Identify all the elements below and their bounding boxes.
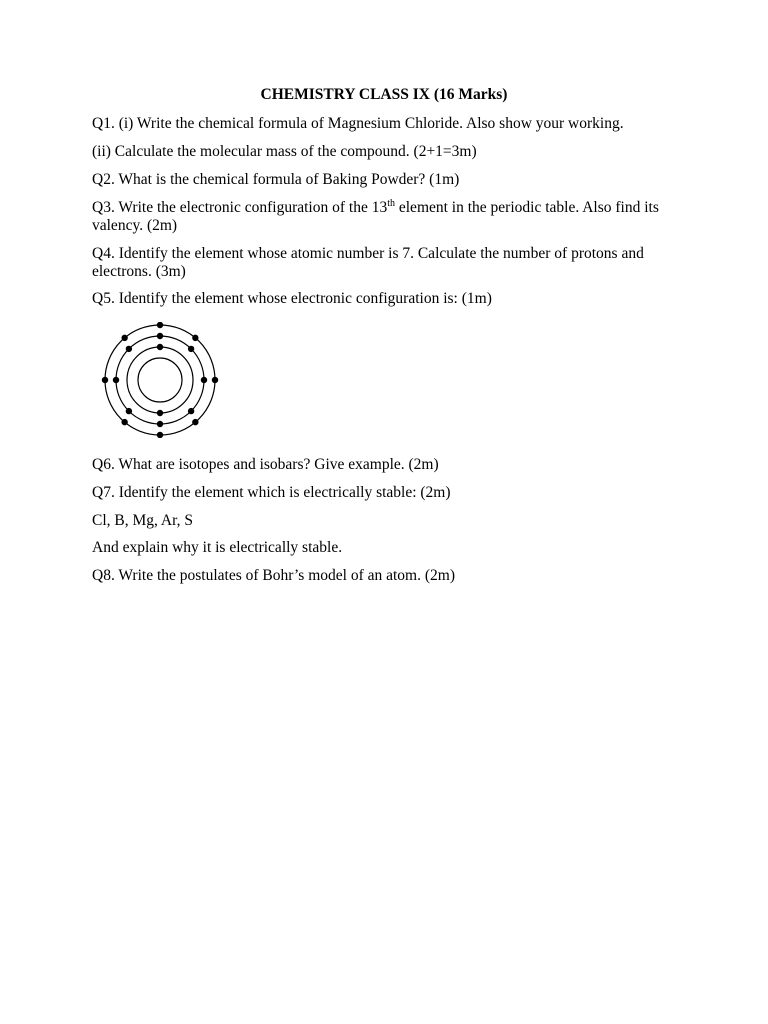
question-7: Q7. Identify the element which is electrically stable: (2m)	[92, 484, 451, 501]
question-7-options: Cl, B, Mg, Ar, S	[92, 512, 194, 529]
question-1-part-ii: (ii) Calculate the molecular mass of the compound. (2+1=3m)	[92, 143, 477, 160]
question-8: Q8. Write the postulates of Bohr’s model of an atom. (2m)	[92, 567, 455, 584]
electron-shell-3-5	[157, 432, 163, 438]
electron-shell-3	[105, 325, 215, 435]
electron-shell-3-8	[121, 335, 127, 341]
electron-shell-3-2	[192, 335, 198, 341]
question-5: Q5. Identify the element whose electronic configuration is: (1m)	[92, 290, 492, 307]
electron-shell-2-8	[126, 346, 132, 352]
electron-shell-3-4	[192, 419, 198, 425]
electron-shell-3-1	[157, 322, 163, 328]
electron-shell-2-2	[188, 346, 194, 352]
atom-shell-diagram	[100, 322, 222, 438]
atom-electrons	[102, 322, 218, 438]
electron-shell-1-2	[157, 410, 163, 416]
question-3	[92, 199, 682, 235]
question-3-text-end: element in the periodic table. Also find its valency. (2m)	[92, 199, 659, 234]
question-4: Q4. Identify the element whose atomic number is 7. Calculate the number of protons and electrons. (3m)	[92, 245, 644, 280]
question-6: Q6. What are isotopes and isobars? Give example. (2m)	[92, 456, 439, 473]
electron-shell-2-3	[201, 377, 207, 383]
electron-shell-3-7	[102, 377, 108, 383]
question-7-explain: And explain why it is electrically stable.	[92, 539, 343, 556]
electron-shell-2-1	[157, 333, 163, 339]
page-title: CHEMISTRY CLASS IX (16 Marks)	[260, 86, 508, 103]
question-2: Q2. What is the chemical formula of Baking Powder? (1m)	[92, 171, 460, 188]
electron-shell-1-1	[157, 344, 163, 350]
electron-shell-2-4	[188, 408, 194, 414]
question-1-part-i: Q1. (i) Write the chemical formula of Magnesium Chloride. Also show your working.	[92, 115, 624, 132]
question-3-superscript: th	[387, 197, 395, 209]
electron-shell-1	[127, 347, 193, 413]
electron-shell-3-3	[212, 377, 218, 383]
electron-shell-2-7	[113, 377, 119, 383]
electron-shell-3-6	[121, 419, 127, 425]
electron-shell-2-6	[126, 408, 132, 414]
nucleus	[138, 358, 182, 402]
atom-shells	[105, 325, 215, 435]
question-3-text-start: Q3. Write the electronic configuration of the 13	[92, 199, 388, 216]
electron-shell-2-5	[157, 421, 163, 427]
